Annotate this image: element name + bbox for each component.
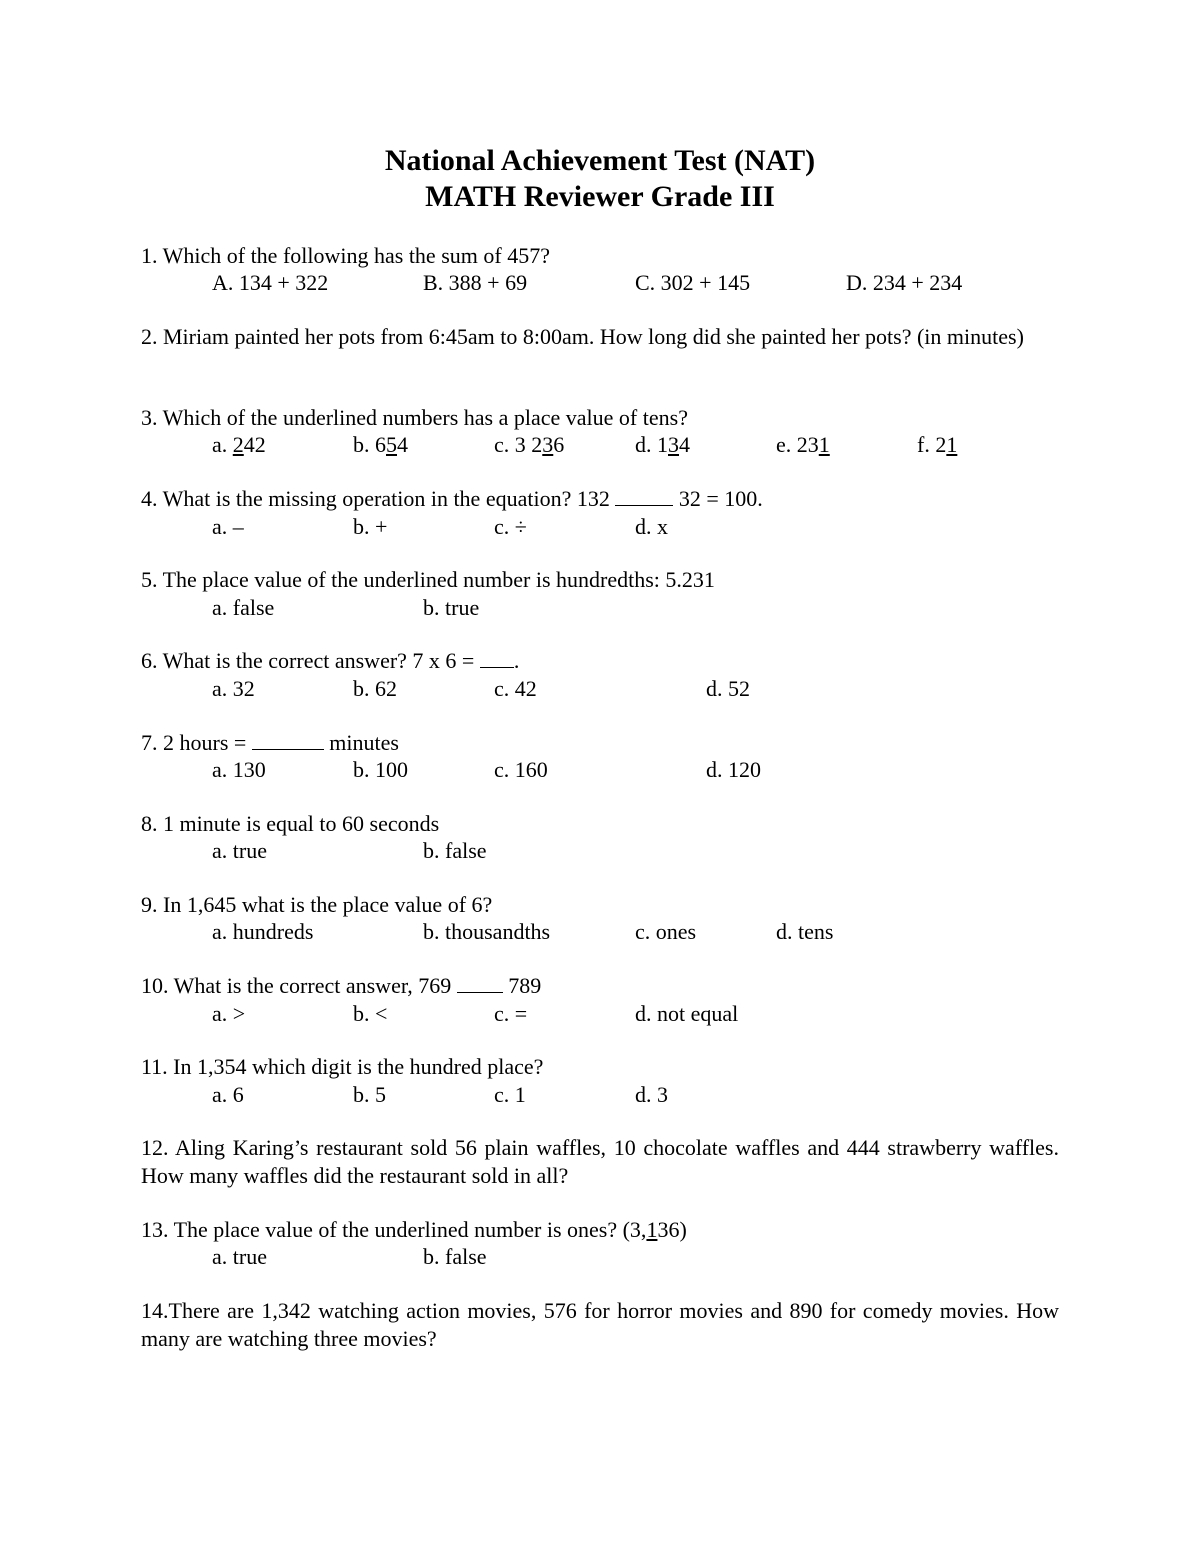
choice-a: a. true — [212, 1244, 267, 1269]
question-1: 1. Which of the following has the sum of 457? — [141, 243, 550, 268]
question-1-choices — [0, 269, 1200, 297]
choice-b: b. thousandths — [423, 919, 551, 944]
question-10: 10. What is the correct answer, 769 789 — [141, 973, 542, 998]
choice-d: d. 3 — [635, 1082, 668, 1107]
page-subtitle: MATH Reviewer Grade III — [425, 180, 775, 213]
page-title: National Achievement Test (NAT) — [384, 144, 816, 177]
choice-a: a. 242 — [212, 432, 266, 457]
choice-d: d. 120 — [706, 757, 761, 782]
question-8: 8. 1 minute is equal to 60 seconds — [141, 811, 440, 836]
choice-c: c. ÷ — [494, 514, 527, 539]
question-12: 12. Aling Karing’s restaurant sold 56 plain waffles, 10 chocolate waffles and 444 strawberry waffles. How many waffles did the restaurant sold in all? — [141, 1135, 1059, 1188]
choice-c: c. 3 236 — [494, 432, 565, 457]
question-14: 14.There are 1,342 watching action movies, 576 for horror movies and 890 for comedy movies. How many are watching three movies? — [141, 1298, 1059, 1351]
question-2: 2. Miriam painted her pots from 6:45am to 8:00am. How long did she painted her pots? (in minutes) — [141, 324, 1024, 349]
choice-b: b. 62 — [353, 676, 397, 701]
choice-b: b. false — [423, 838, 487, 863]
underlined-digit: 2 — [232, 432, 244, 457]
question-4-choices — [0, 513, 1200, 541]
choice-a: a. hundreds — [212, 919, 314, 944]
choice-b: B. 388 + 69 — [423, 270, 528, 295]
choice-d: d. x — [635, 514, 668, 539]
question-5: 5. The place value of the underlined number is hundredths: 5.231 — [141, 567, 715, 592]
question-9-choices — [0, 918, 1200, 946]
choice-c: c. 160 — [494, 757, 548, 782]
question-7: 7. 2 hours = minutes — [141, 730, 399, 755]
answer-blank — [252, 729, 324, 750]
question-11: 11. In 1,354 which digit is the hundred place? — [141, 1054, 544, 1079]
choice-d: d. 134 — [635, 432, 690, 457]
underlined-digit: 5 — [386, 432, 397, 457]
choice-d: D. 234 + 234 — [846, 270, 963, 295]
choice-a: a. 6 — [212, 1082, 244, 1107]
choice-d: d. 52 — [706, 676, 750, 701]
underlined-digit: 1 — [818, 432, 830, 457]
choice-a: A. 134 + 322 — [212, 270, 329, 295]
question-8-choices — [0, 837, 1200, 865]
choice-c: C. 302 + 145 — [635, 270, 751, 295]
choice-c: c. ones — [635, 919, 697, 944]
question-13: 13. The place value of the underlined number is ones? (3,136) — [141, 1217, 687, 1242]
choice-a: a. true — [212, 838, 267, 863]
question-5-choices — [0, 594, 1200, 622]
question-6: 6. What is the correct answer? 7 x 6 = . — [141, 648, 520, 673]
choice-a: a. 32 — [212, 676, 255, 701]
answer-blank — [457, 972, 503, 993]
underlined-digit: 1 — [646, 1217, 658, 1242]
choice-c: c. 42 — [494, 676, 537, 701]
choice-d: d. tens — [776, 919, 834, 944]
choice-b: b. 654 — [353, 432, 408, 457]
choice-b: b. + — [353, 514, 388, 539]
choice-b: b. < — [353, 1001, 388, 1026]
choice-f: f. 21 — [917, 432, 958, 457]
choice-a: a. false — [212, 595, 275, 620]
choice-b: b. false — [423, 1244, 487, 1269]
question-7-choices — [0, 756, 1200, 784]
choice-d: d. not equal — [635, 1001, 739, 1026]
question-11-choices — [0, 1081, 1200, 1109]
question-3: 3. Which of the underlined numbers has a place value of tens? — [141, 405, 688, 430]
answer-blank — [480, 647, 514, 668]
question-13-choices — [0, 1243, 1200, 1271]
choice-b: b. true — [423, 595, 480, 620]
question-6-choices — [0, 675, 1200, 703]
answer-blank — [615, 485, 673, 506]
choice-a: a. 130 — [212, 757, 266, 782]
question-3-choices — [0, 431, 1200, 459]
underlined-digit: 3 — [542, 432, 554, 457]
choice-c: c. = — [494, 1001, 528, 1026]
question-10-choices — [0, 1000, 1200, 1028]
choice-b: b. 100 — [353, 757, 408, 782]
underlined-digit: 1 — [946, 432, 958, 457]
underlined-digit: 3 — [668, 432, 679, 457]
choice-a: a. > — [212, 1001, 246, 1026]
choice-b: b. 5 — [353, 1082, 386, 1107]
question-4: 4. What is the missing operation in the equation? 132 32 = 100. — [141, 486, 763, 511]
choice-c: c. 1 — [494, 1082, 526, 1107]
choice-a: a. – — [212, 514, 244, 539]
choice-e: e. 231 — [776, 432, 830, 457]
question-9: 9. In 1,645 what is the place value of 6? — [141, 892, 493, 917]
